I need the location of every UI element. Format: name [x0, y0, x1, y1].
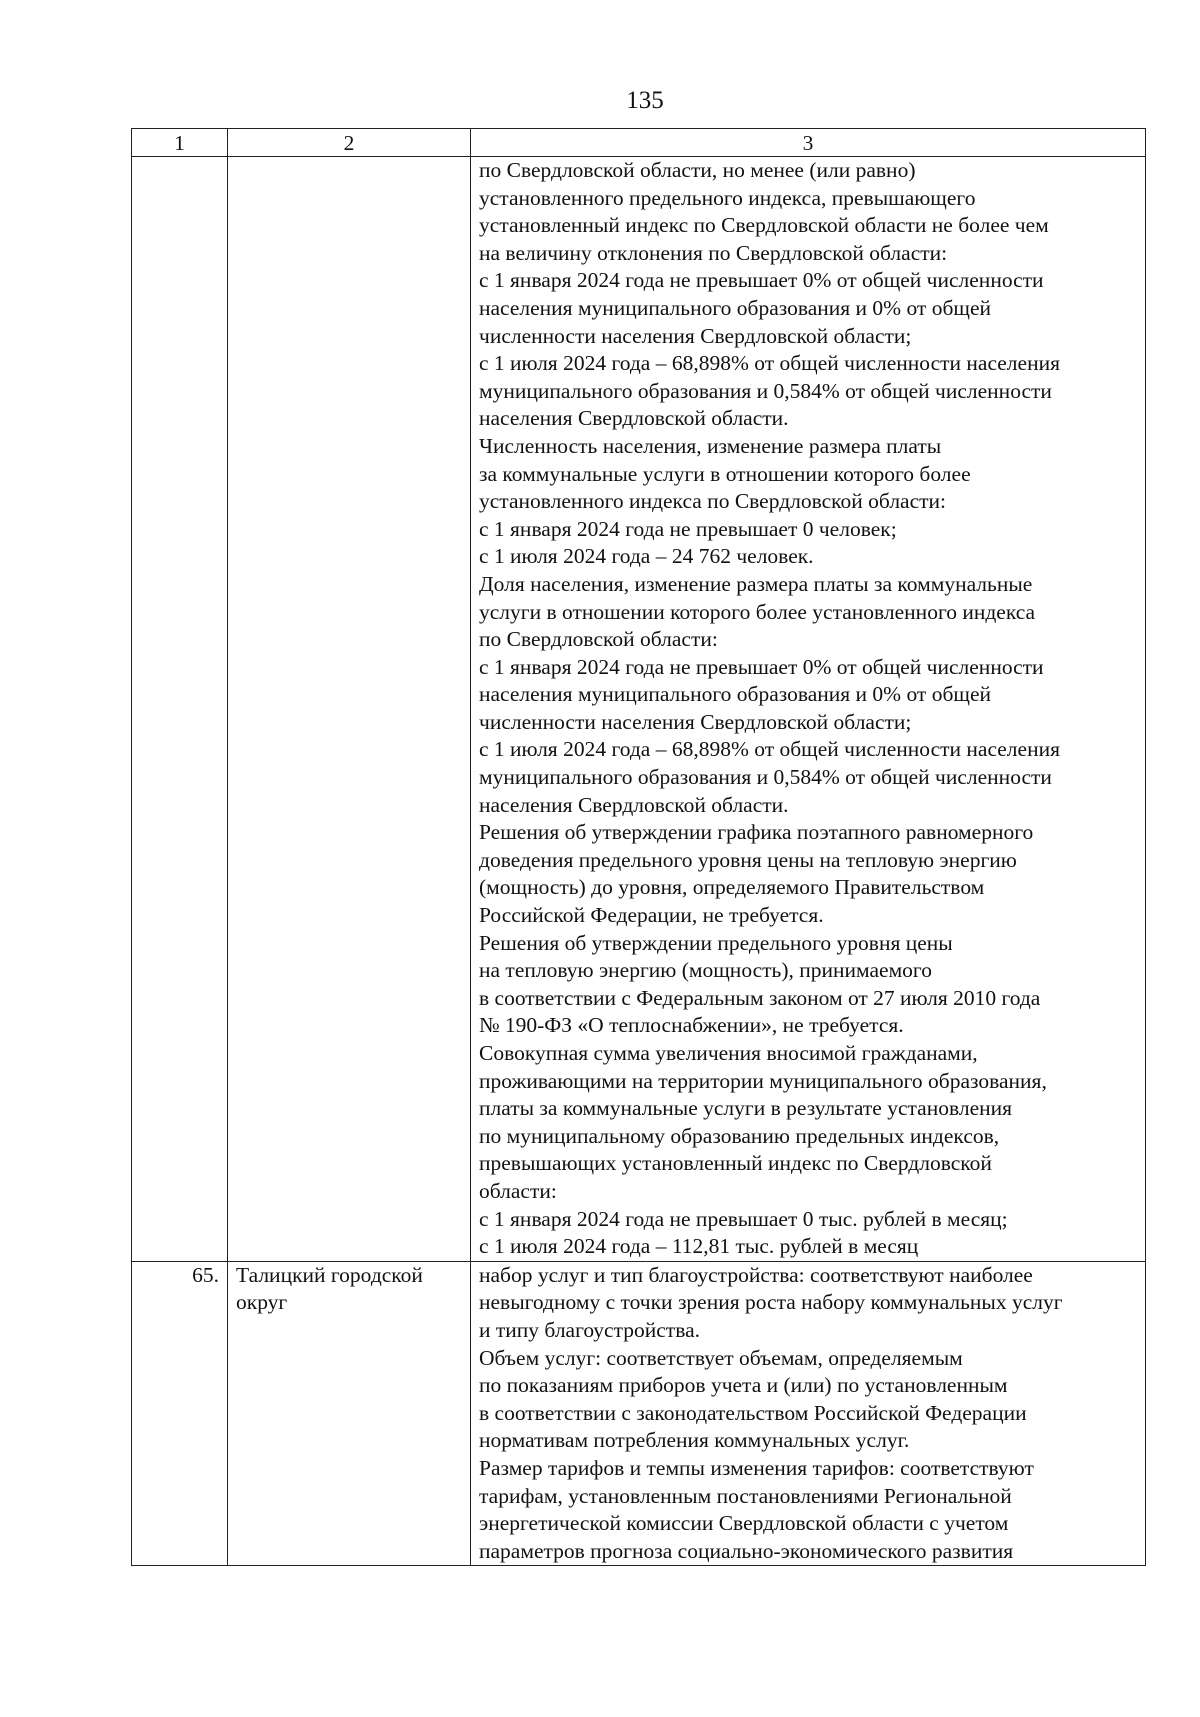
- description-line: параметров прогноза социально-экономического развития: [479, 1538, 1014, 1563]
- description-line: услуги в отношении которого более установленного индекса: [479, 599, 1036, 624]
- description-line: установленный индекс по Свердловской области не более чем: [479, 213, 1049, 238]
- description-line: муниципального образования и 0,584% от общей численности: [479, 765, 1052, 790]
- municipality-name-cell: [228, 1261, 471, 1566]
- column-header-1: 1: [132, 129, 228, 157]
- description-line: № 190-ФЗ «О теплоснабжении», не требуется.: [479, 1013, 904, 1038]
- row-number-cell: [132, 157, 228, 1262]
- description-line: установленного индекса по Свердловской области:: [479, 489, 947, 514]
- description-line: тарифам, установленным постановлениями Региональной: [479, 1483, 1012, 1508]
- description-line: Решения об утверждении предельного уровня цены: [479, 930, 953, 955]
- description-line: с 1 июля 2024 года – 68,898% от общей численности населения: [479, 351, 1060, 376]
- description-line: по Свердловской области, но менее (или равно): [479, 158, 916, 182]
- row-number-cell: 65.: [132, 1261, 228, 1566]
- description-line: с 1 января 2024 года не превышает 0% от общей численности: [479, 654, 1044, 679]
- description-line: набор услуг и тип благоустройства: соответствуют наиболее: [479, 1262, 1033, 1287]
- data-table: [131, 128, 1146, 1566]
- table-row: [132, 1261, 1146, 1566]
- description-line: муниципального образования и 0,584% от общей численности: [479, 378, 1052, 403]
- description-line: населения Свердловской области.: [479, 406, 789, 431]
- description-cell: [471, 157, 1146, 1262]
- description-line: Размер тарифов и темпы изменения тарифов: соответствуют: [479, 1455, 1034, 1480]
- description-line: по показаниям приборов учета и (или) по установленным: [479, 1373, 1008, 1398]
- page-number: 135: [626, 87, 664, 114]
- description-line: численности населения Свердловской области;: [479, 323, 912, 348]
- description-line: населения муниципального образования и 0% от общей: [479, 682, 991, 707]
- description-line: энергетической комиссии Свердловской области с учетом: [479, 1511, 1009, 1536]
- description-line: на величину отклонения по Свердловской области:: [479, 240, 948, 265]
- description-line: с 1 июля 2024 года – 112,81 тыс. рублей в месяц: [479, 1234, 919, 1259]
- description-line: с 1 января 2024 года не превышает 0 человек;: [479, 516, 897, 541]
- description-line: по Свердловской области:: [479, 627, 718, 652]
- description-line: Совокупная сумма увеличения вносимой гражданами,: [479, 1041, 978, 1065]
- municipality-name-line: округ: [236, 1290, 288, 1315]
- description-line: платы за коммунальные услуги в результате установления: [479, 1096, 1013, 1121]
- description-line: численности населения Свердловской области;: [479, 709, 912, 734]
- municipality-name-cell: [228, 157, 471, 1262]
- column-header-2: 2: [228, 129, 471, 157]
- description-line: в соответствии с Федеральным законом от 27 июля 2010 года: [479, 985, 1041, 1010]
- description-line: и типу благоустройства.: [479, 1317, 700, 1342]
- description-line: населения муниципального образования и 0% от общей: [479, 295, 991, 320]
- description-line: Объем услуг: соответствует объемам, определяемым: [479, 1345, 963, 1370]
- description-line: невыгодному с точки зрения роста набору коммунальных услуг: [479, 1290, 1063, 1315]
- description-cell: [471, 1261, 1146, 1566]
- municipality-name-line: Талицкий городской: [236, 1262, 423, 1287]
- description-line: Доля населения, изменение размера платы за коммунальные: [479, 571, 1033, 596]
- description-line: населения Свердловской области.: [479, 792, 789, 817]
- description-line: установленного предельного индекса, превышающего: [479, 185, 976, 210]
- table-header-row: [132, 129, 1146, 157]
- description-line: проживающими на территории муниципального образования,: [479, 1068, 1047, 1093]
- description-line: на тепловую энергию (мощность), принимаемого: [479, 958, 932, 983]
- description-line: с 1 июля 2024 года – 24 762 человек.: [479, 544, 814, 569]
- description-line: с 1 января 2024 года не превышает 0% от общей численности: [479, 268, 1044, 293]
- table-row: [132, 157, 1146, 1262]
- description-line: доведения предельного уровня цены на тепловую энергию: [479, 847, 1017, 872]
- description-line: с 1 июля 2024 года – 68,898% от общей численности населения: [479, 737, 1060, 762]
- description-line: за коммунальные услуги в отношении которого более: [479, 461, 971, 486]
- description-line: с 1 января 2024 года не превышает 0 тыс. рублей в месяц;: [479, 1206, 1008, 1231]
- description-line: превышающих установленный индекс по Свердловской: [479, 1151, 992, 1176]
- column-header-3: 3: [471, 129, 1146, 157]
- description-line: Решения об утверждении графика поэтапного равномерного: [479, 820, 1034, 845]
- description-line: Российской Федерации, не требуется.: [479, 903, 824, 928]
- description-line: области:: [479, 1178, 557, 1203]
- description-line: Численность населения, изменение размера платы: [479, 433, 942, 458]
- description-line: по муниципальному образованию предельных индексов,: [479, 1123, 1000, 1148]
- description-line: в соответствии с законодательством Российской Федерации: [479, 1400, 1027, 1425]
- description-line: (мощность) до уровня, определяемого Правительством: [479, 875, 985, 900]
- description-line: нормативам потребления коммунальных услуг.: [479, 1428, 910, 1453]
